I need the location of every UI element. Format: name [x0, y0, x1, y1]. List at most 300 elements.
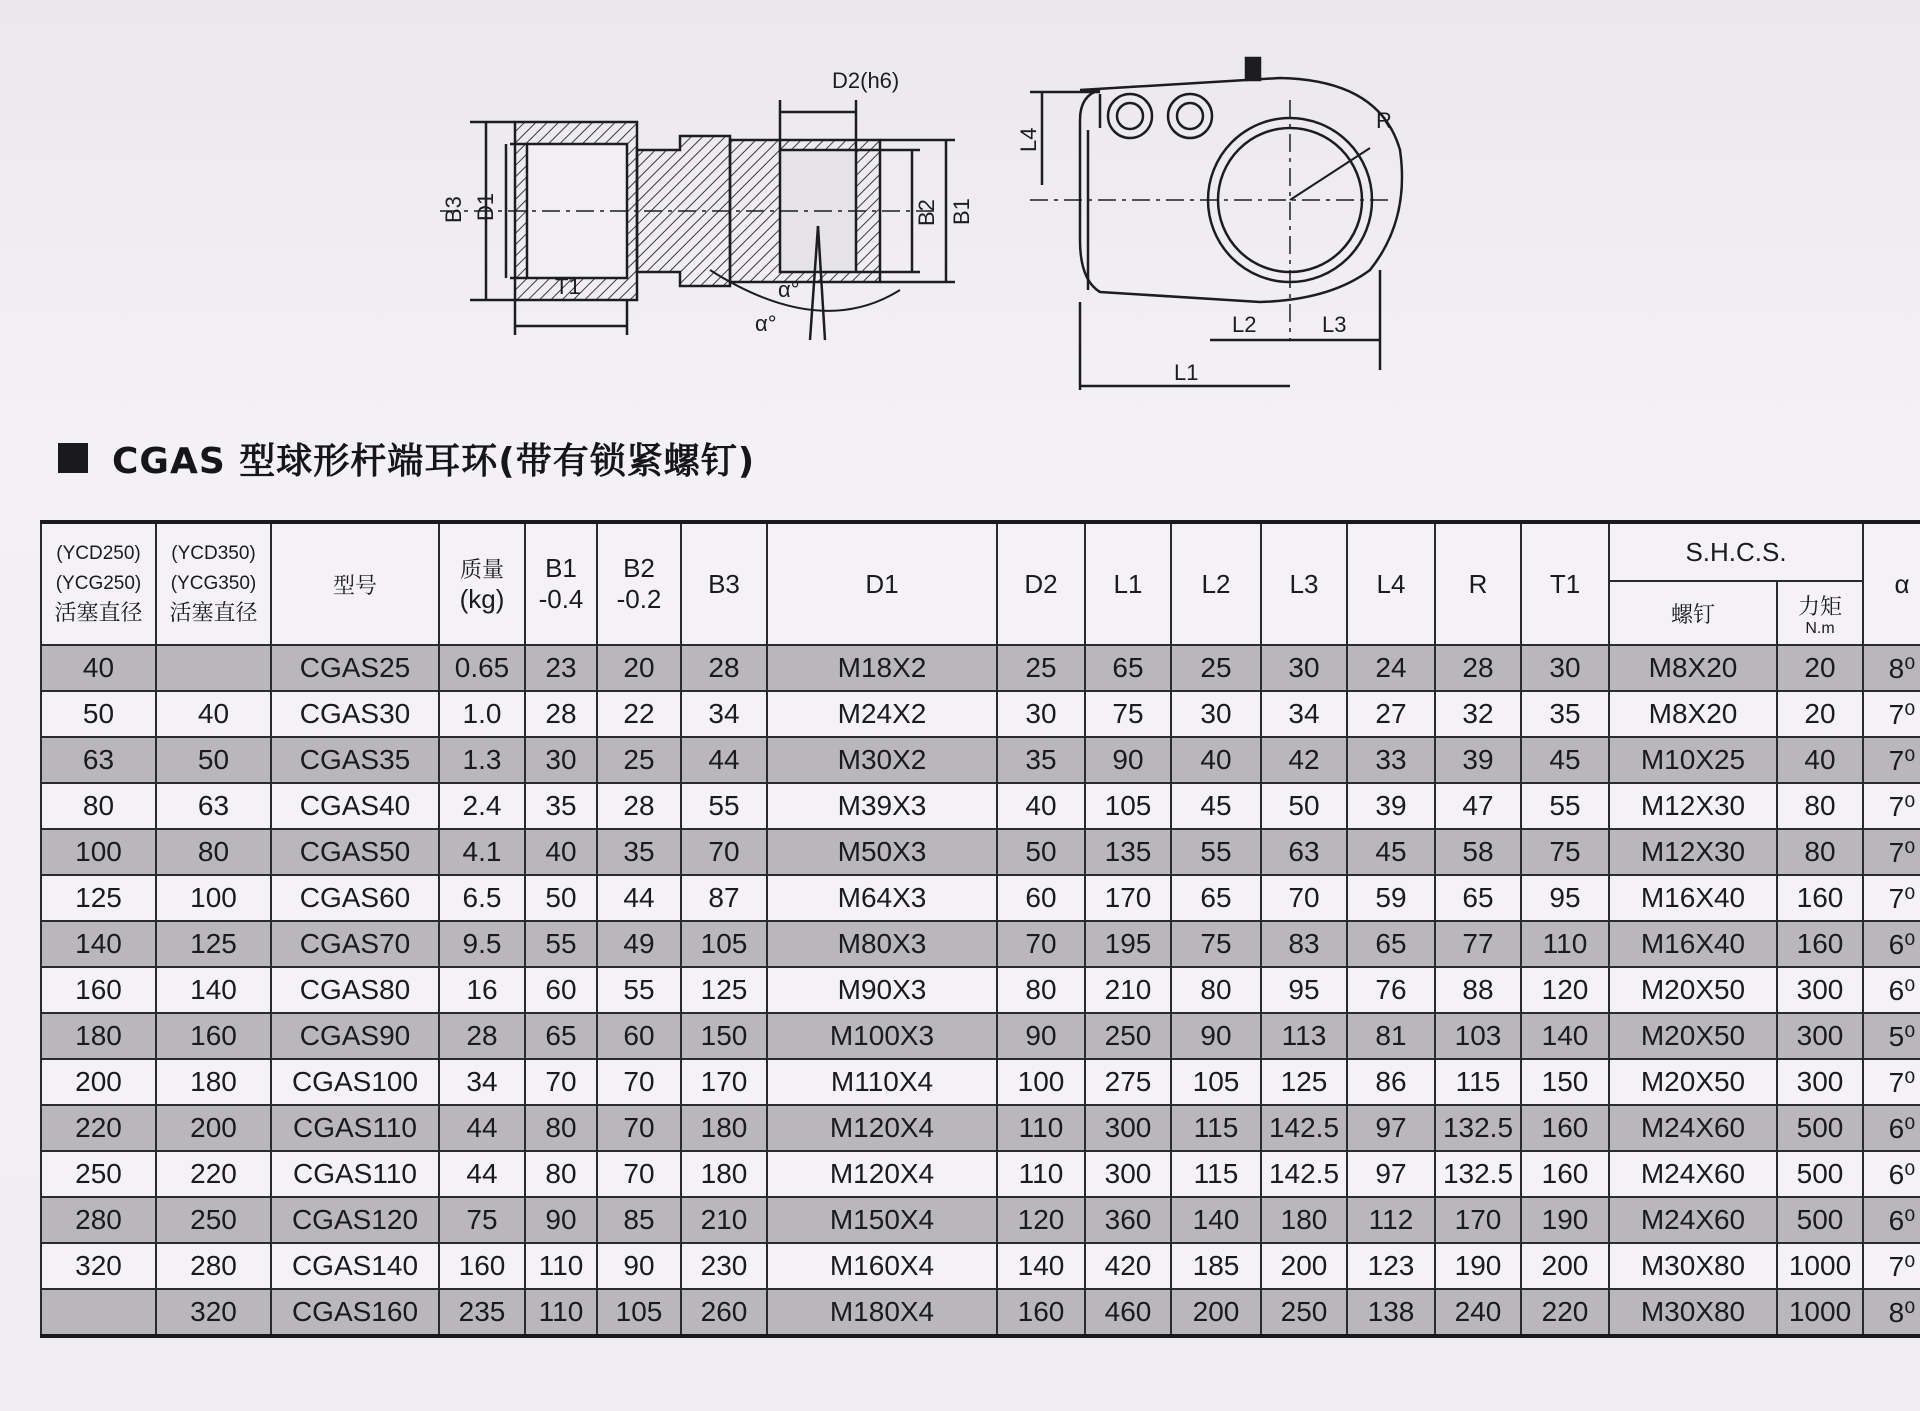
cell-b1: 50 [525, 875, 597, 921]
cell-d2: 110 [997, 1151, 1085, 1197]
cell-l3: 113 [1261, 1013, 1347, 1059]
cell-l3: 34 [1261, 691, 1347, 737]
dim-b3-label: B3 [441, 196, 466, 223]
dim-d2-label: D2(h6) [832, 68, 900, 93]
header-bore-ycd250-line3: 活塞直径 [54, 601, 143, 626]
header-bore-ycd350-line2: (YCG350) [170, 573, 257, 594]
cell-r: 39 [1435, 737, 1521, 783]
cell-mass: 1.0 [439, 691, 525, 737]
cell-model: CGAS70 [271, 921, 439, 967]
cell-l2: 40 [1171, 737, 1261, 783]
eye-body-outline [1080, 78, 1402, 302]
cell-t1: 140 [1521, 1013, 1609, 1059]
cell-l4: 39 [1347, 783, 1435, 829]
cell-l1: 105 [1085, 783, 1171, 829]
cell-d2: 60 [997, 875, 1085, 921]
cell-l2: 65 [1171, 875, 1261, 921]
spec-table-body [41, 645, 1920, 1336]
cell-d2: 30 [997, 691, 1085, 737]
cell-l3: 70 [1261, 875, 1347, 921]
cell-b3: 150 [681, 1013, 767, 1059]
cell-torque: 300 [1777, 967, 1863, 1013]
cell-model: CGAS35 [271, 737, 439, 783]
cell-bore-ycd350: 220 [156, 1151, 271, 1197]
screw-hole-2 [1168, 94, 1212, 138]
header-bore-ycd350-line1: (YCD350) [171, 543, 256, 564]
alpha-label-1: α° [778, 277, 800, 302]
cell-b2: 105 [597, 1289, 681, 1336]
cell-b3: 44 [681, 737, 767, 783]
cell-d1: M24X2 [767, 691, 997, 737]
dim-r-label: R [1376, 108, 1392, 133]
cell-mass: 1.3 [439, 737, 525, 783]
cell-bore-ycd350: 180 [156, 1059, 271, 1105]
cell-l4: 112 [1347, 1197, 1435, 1243]
cell-alpha: 7⁰ [1863, 875, 1920, 921]
cell-l2: 75 [1171, 921, 1261, 967]
cell-mass: 4.1 [439, 829, 525, 875]
cell-torque: 1000 [1777, 1289, 1863, 1336]
cell-l3: 42 [1261, 737, 1347, 783]
cell-d1: M39X3 [767, 783, 997, 829]
cell-l4: 33 [1347, 737, 1435, 783]
cell-l3: 250 [1261, 1289, 1347, 1336]
cell-b1: 110 [525, 1289, 597, 1336]
cell-b1: 65 [525, 1013, 597, 1059]
cell-d2: 40 [997, 783, 1085, 829]
cell-bore-ycd250: 80 [41, 783, 156, 829]
cell-model: CGAS160 [271, 1289, 439, 1336]
cell-screw: M20X50 [1609, 1013, 1777, 1059]
table-row [41, 829, 1920, 875]
cell-r: 115 [1435, 1059, 1521, 1105]
cell-d2: 25 [997, 645, 1085, 691]
cell-bore-ycd350: 140 [156, 967, 271, 1013]
cell-b2: 25 [597, 737, 681, 783]
cell-alpha: 7⁰ [1863, 1243, 1920, 1289]
cell-b1: 80 [525, 1105, 597, 1151]
cell-b2: 85 [597, 1197, 681, 1243]
cell-alpha: 6⁰ [1863, 967, 1920, 1013]
cell-r: 77 [1435, 921, 1521, 967]
cell-b3: 34 [681, 691, 767, 737]
cell-b1: 30 [525, 737, 597, 783]
cell-alpha: 7⁰ [1863, 829, 1920, 875]
cell-l2: 55 [1171, 829, 1261, 875]
cell-screw: M24X60 [1609, 1105, 1777, 1151]
cell-d1: M180X4 [767, 1289, 997, 1336]
cell-bore-ycd350: 280 [156, 1243, 271, 1289]
rod-end-drawing-svg [380, 40, 1440, 440]
cell-mass: 75 [439, 1197, 525, 1243]
cell-b2: 35 [597, 829, 681, 875]
cell-b3: 70 [681, 829, 767, 875]
header-mass-line1: 质量 [459, 558, 504, 583]
cell-bore-ycd250: 180 [41, 1013, 156, 1059]
header-torque-unit: N.m [1805, 619, 1835, 637]
cell-bore-ycd250: 320 [41, 1243, 156, 1289]
technical-drawing [380, 40, 1440, 440]
cell-t1: 200 [1521, 1243, 1609, 1289]
cell-t1: 120 [1521, 967, 1609, 1013]
cell-bore-ycd350: 40 [156, 691, 271, 737]
header-mass [439, 522, 525, 645]
header-model [271, 522, 439, 645]
section-view [440, 100, 955, 340]
spec-table-container [40, 520, 1916, 1338]
cell-b2: 20 [597, 645, 681, 691]
cell-d1: M120X4 [767, 1105, 997, 1151]
header-shcs: S.H.C.S. [1609, 522, 1863, 581]
cell-mass: 9.5 [439, 921, 525, 967]
cell-l2: 115 [1171, 1105, 1261, 1151]
screw-hole-1 [1108, 94, 1152, 138]
cell-bore-ycd350: 250 [156, 1197, 271, 1243]
cell-alpha: 7⁰ [1863, 1059, 1920, 1105]
cell-l2: 115 [1171, 1151, 1261, 1197]
cell-b1: 23 [525, 645, 597, 691]
cell-r: 47 [1435, 783, 1521, 829]
cell-screw: M12X30 [1609, 829, 1777, 875]
cell-l2: 90 [1171, 1013, 1261, 1059]
cell-torque: 20 [1777, 645, 1863, 691]
header-t1: T1 [1521, 522, 1609, 645]
table-row [41, 1289, 1920, 1336]
cell-bore-ycd250: 220 [41, 1105, 156, 1151]
cell-l2: 25 [1171, 645, 1261, 691]
cell-b2: 70 [597, 1151, 681, 1197]
cell-l4: 76 [1347, 967, 1435, 1013]
spec-table [40, 520, 1920, 1338]
dim-l2-label: L2 [1232, 312, 1257, 337]
dim-b1-label: B1 [949, 198, 974, 225]
cell-torque: 80 [1777, 783, 1863, 829]
cell-screw: M20X50 [1609, 1059, 1777, 1105]
header-bore-ycd250 [41, 522, 156, 645]
dim-l4-label: L4 [1016, 127, 1041, 152]
cell-alpha: 6⁰ [1863, 1197, 1920, 1243]
cell-l2: 140 [1171, 1197, 1261, 1243]
cell-alpha: 6⁰ [1863, 921, 1920, 967]
cell-d1: M18X2 [767, 645, 997, 691]
cell-b2: 28 [597, 783, 681, 829]
cell-model: CGAS140 [271, 1243, 439, 1289]
cell-alpha: 6⁰ [1863, 1105, 1920, 1151]
cell-alpha: 8⁰ [1863, 1289, 1920, 1336]
header-b1-line1: B1 [545, 553, 577, 583]
cell-model: CGAS40 [271, 783, 439, 829]
cell-r: 240 [1435, 1289, 1521, 1336]
cell-mass: 235 [439, 1289, 525, 1336]
cell-bore-ycd350: 63 [156, 783, 271, 829]
cell-d2: 160 [997, 1289, 1085, 1336]
cell-d1: M80X3 [767, 921, 997, 967]
cell-b1: 40 [525, 829, 597, 875]
cell-l4: 59 [1347, 875, 1435, 921]
cell-l2: 185 [1171, 1243, 1261, 1289]
cell-model: CGAS50 [271, 829, 439, 875]
header-b2-line2: -0.2 [616, 584, 662, 614]
table-row [41, 1013, 1920, 1059]
cell-t1: 35 [1521, 691, 1609, 737]
cell-mass: 16 [439, 967, 525, 1013]
dim-t1-label: T1 [555, 274, 581, 299]
cell-l4: 97 [1347, 1105, 1435, 1151]
cell-b1: 60 [525, 967, 597, 1013]
title-bullet-square [58, 443, 88, 473]
cell-b3: 180 [681, 1151, 767, 1197]
cell-d1: M150X4 [767, 1197, 997, 1243]
cell-bore-ycd250: 50 [41, 691, 156, 737]
table-row [41, 783, 1920, 829]
table-row [41, 967, 1920, 1013]
cell-d1: M90X3 [767, 967, 997, 1013]
header-mass-line2: (kg) [459, 584, 505, 614]
header-screw [1609, 581, 1777, 645]
cell-b3: 125 [681, 967, 767, 1013]
cell-bore-ycd350: 125 [156, 921, 271, 967]
cell-b1: 35 [525, 783, 597, 829]
cell-d2: 70 [997, 921, 1085, 967]
cell-d2: 100 [997, 1059, 1085, 1105]
cell-r: 190 [1435, 1243, 1521, 1289]
cell-model: CGAS80 [271, 967, 439, 1013]
cell-torque: 300 [1777, 1059, 1863, 1105]
cell-b2: 60 [597, 1013, 681, 1059]
cell-model: CGAS25 [271, 645, 439, 691]
table-row [41, 691, 1920, 737]
cell-alpha: 7⁰ [1863, 691, 1920, 737]
cell-screw: M10X25 [1609, 737, 1777, 783]
cell-b2: 22 [597, 691, 681, 737]
cell-b3: 230 [681, 1243, 767, 1289]
cell-l4: 97 [1347, 1151, 1435, 1197]
header-bore-ycd350 [156, 522, 271, 645]
header-d1: D1 [767, 522, 997, 645]
cell-l3: 180 [1261, 1197, 1347, 1243]
cell-b3: 28 [681, 645, 767, 691]
cell-model: CGAS100 [271, 1059, 439, 1105]
cell-mass: 6.5 [439, 875, 525, 921]
cell-b3: 105 [681, 921, 767, 967]
cell-b3: 87 [681, 875, 767, 921]
header-r: R [1435, 522, 1521, 645]
cell-t1: 95 [1521, 875, 1609, 921]
cell-screw: M24X60 [1609, 1197, 1777, 1243]
cell-r: 132.5 [1435, 1151, 1521, 1197]
cell-screw: M20X50 [1609, 967, 1777, 1013]
cell-t1: 150 [1521, 1059, 1609, 1105]
cell-t1: 45 [1521, 737, 1609, 783]
cell-screw: M30X80 [1609, 1243, 1777, 1289]
cell-alpha: 7⁰ [1863, 737, 1920, 783]
cell-l3: 95 [1261, 967, 1347, 1013]
cell-b2: 55 [597, 967, 681, 1013]
cell-d1: M110X4 [767, 1059, 997, 1105]
dim-d1-label: D1 [473, 192, 498, 221]
cell-d2: 120 [997, 1197, 1085, 1243]
cell-d2: 140 [997, 1243, 1085, 1289]
cell-b1: 110 [525, 1243, 597, 1289]
cell-bore-ycd250: 63 [41, 737, 156, 783]
header-l1: L1 [1085, 522, 1171, 645]
cell-d1: M64X3 [767, 875, 997, 921]
cell-bore-ycd250: 100 [41, 829, 156, 875]
cell-model: CGAS30 [271, 691, 439, 737]
cell-b1: 28 [525, 691, 597, 737]
cell-t1: 220 [1521, 1289, 1609, 1336]
cell-r: 32 [1435, 691, 1521, 737]
cell-screw: M8X20 [1609, 691, 1777, 737]
cell-l1: 195 [1085, 921, 1171, 967]
cell-b1: 70 [525, 1059, 597, 1105]
cell-b3: 170 [681, 1059, 767, 1105]
cell-screw: M16X40 [1609, 875, 1777, 921]
cell-d1: M120X4 [767, 1151, 997, 1197]
cell-bore-ycd350 [156, 645, 271, 691]
cell-d2: 80 [997, 967, 1085, 1013]
header-alpha: α [1863, 522, 1920, 645]
cell-screw: M16X40 [1609, 921, 1777, 967]
cell-bore-ycd250: 200 [41, 1059, 156, 1105]
cell-torque: 80 [1777, 829, 1863, 875]
cell-alpha: 7⁰ [1863, 783, 1920, 829]
cell-bore-ycd350: 200 [156, 1105, 271, 1151]
grease-nipple [1246, 58, 1260, 80]
cell-b3: 260 [681, 1289, 767, 1336]
cell-bore-ycd250: 280 [41, 1197, 156, 1243]
front-view [1030, 58, 1402, 390]
cell-screw: M12X30 [1609, 783, 1777, 829]
header-b1 [525, 522, 597, 645]
table-row [41, 1151, 1920, 1197]
section-title [58, 432, 755, 484]
cell-l3: 142.5 [1261, 1151, 1347, 1197]
cell-torque: 500 [1777, 1105, 1863, 1151]
cell-d1: M100X3 [767, 1013, 997, 1059]
cell-mass: 44 [439, 1105, 525, 1151]
cell-mass: 44 [439, 1151, 525, 1197]
cell-d1: M160X4 [767, 1243, 997, 1289]
cell-t1: 160 [1521, 1151, 1609, 1197]
cell-l3: 200 [1261, 1243, 1347, 1289]
cell-l1: 90 [1085, 737, 1171, 783]
cell-l4: 86 [1347, 1059, 1435, 1105]
table-row [41, 645, 1920, 691]
cell-l4: 65 [1347, 921, 1435, 967]
cell-d2: 35 [997, 737, 1085, 783]
cell-t1: 110 [1521, 921, 1609, 967]
cell-torque: 160 [1777, 875, 1863, 921]
cell-mass: 2.4 [439, 783, 525, 829]
table-row [41, 1105, 1920, 1151]
cell-torque: 500 [1777, 1197, 1863, 1243]
header-screw-label: 螺钉 [1670, 602, 1715, 628]
cell-b1: 90 [525, 1197, 597, 1243]
cell-bore-ycd250: 40 [41, 645, 156, 691]
cell-l4: 123 [1347, 1243, 1435, 1289]
cell-l4: 45 [1347, 829, 1435, 875]
cell-bore-ycd250: 125 [41, 875, 156, 921]
cell-bore-ycd350: 50 [156, 737, 271, 783]
cell-bore-ycd250: 140 [41, 921, 156, 967]
cell-torque: 40 [1777, 737, 1863, 783]
header-l3: L3 [1261, 522, 1347, 645]
cell-torque: 500 [1777, 1151, 1863, 1197]
table-row [41, 1197, 1920, 1243]
cell-bore-ycd250: 250 [41, 1151, 156, 1197]
alpha-label-2: α° [755, 311, 777, 336]
cell-r: 58 [1435, 829, 1521, 875]
cell-b3: 180 [681, 1105, 767, 1151]
cell-l3: 83 [1261, 921, 1347, 967]
section-title-text: CGAS 型球形杆端耳环(带有锁紧螺钉) [112, 440, 756, 482]
cell-l3: 30 [1261, 645, 1347, 691]
header-b2 [597, 522, 681, 645]
cell-alpha: 6⁰ [1863, 1151, 1920, 1197]
cell-l2: 105 [1171, 1059, 1261, 1105]
cell-t1: 30 [1521, 645, 1609, 691]
header-b3: B3 [681, 522, 767, 645]
cell-r: 132.5 [1435, 1105, 1521, 1151]
cell-mass: 0.65 [439, 645, 525, 691]
cell-bore-ycd250 [41, 1289, 156, 1336]
cell-r: 170 [1435, 1197, 1521, 1243]
cell-r: 88 [1435, 967, 1521, 1013]
cell-l3: 63 [1261, 829, 1347, 875]
table-row [41, 1059, 1920, 1105]
header-bore-ycd250-line2: (YCG250) [55, 573, 142, 594]
header-d2: D2 [997, 522, 1085, 645]
cell-l3: 50 [1261, 783, 1347, 829]
cell-l4: 138 [1347, 1289, 1435, 1336]
cell-t1: 190 [1521, 1197, 1609, 1243]
cell-d1: M50X3 [767, 829, 997, 875]
table-row [41, 1243, 1920, 1289]
cell-r: 103 [1435, 1013, 1521, 1059]
cell-bore-ycd350: 160 [156, 1013, 271, 1059]
cell-l1: 75 [1085, 691, 1171, 737]
cell-l1: 135 [1085, 829, 1171, 875]
table-row [41, 921, 1920, 967]
cell-l1: 300 [1085, 1151, 1171, 1197]
cell-b2: 49 [597, 921, 681, 967]
dim-l1-label: L1 [1174, 360, 1199, 385]
cell-b2: 90 [597, 1243, 681, 1289]
cell-d2: 50 [997, 829, 1085, 875]
cell-l1: 65 [1085, 645, 1171, 691]
cell-l4: 27 [1347, 691, 1435, 737]
cell-l1: 360 [1085, 1197, 1171, 1243]
cell-bore-ycd250: 160 [41, 967, 156, 1013]
cell-d1: M30X2 [767, 737, 997, 783]
cell-bore-ycd350: 100 [156, 875, 271, 921]
table-row [41, 737, 1920, 783]
cell-b2: 44 [597, 875, 681, 921]
cell-r: 65 [1435, 875, 1521, 921]
header-b1-line2: -0.4 [538, 584, 584, 614]
cell-alpha: 8⁰ [1863, 645, 1920, 691]
cell-torque: 300 [1777, 1013, 1863, 1059]
header-torque-label: 力矩 [1798, 594, 1843, 620]
cell-mass: 160 [439, 1243, 525, 1289]
header-l4: L4 [1347, 522, 1435, 645]
cell-l1: 460 [1085, 1289, 1171, 1336]
cell-t1: 55 [1521, 783, 1609, 829]
header-model-label: 型号 [332, 573, 377, 599]
cell-l3: 142.5 [1261, 1105, 1347, 1151]
cell-l2: 200 [1171, 1289, 1261, 1336]
